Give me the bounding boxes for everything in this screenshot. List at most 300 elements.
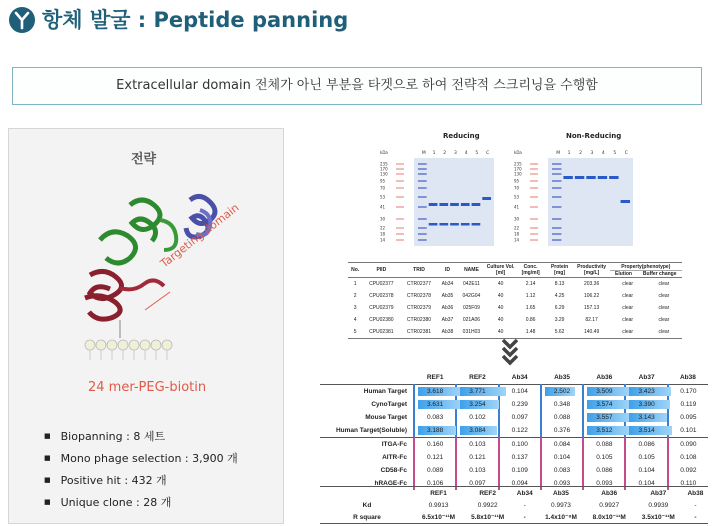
marker-label: 170 bbox=[514, 166, 522, 172]
row-label: R square bbox=[353, 513, 381, 521]
table-cell: Ab38 bbox=[441, 329, 454, 335]
kda-label: kDa bbox=[514, 150, 522, 155]
table-cell: 4 bbox=[353, 317, 357, 323]
lane-label: 3 bbox=[454, 151, 457, 156]
table-cell: CTR02378 bbox=[406, 293, 432, 299]
protein-band bbox=[482, 197, 491, 200]
table-cell bbox=[625, 438, 667, 452]
cell-value: 0.086 bbox=[596, 467, 613, 474]
table-cell bbox=[499, 398, 541, 411]
marker-band bbox=[552, 163, 561, 165]
table-cell bbox=[414, 438, 456, 452]
table-cell bbox=[583, 464, 625, 477]
marker-label: 14 bbox=[514, 237, 520, 243]
table-cell bbox=[668, 411, 708, 424]
table-cell: CPU02377 bbox=[369, 281, 394, 287]
marker-band bbox=[418, 196, 427, 198]
table-cell: 5 bbox=[353, 329, 357, 335]
table-cell: 1.65 bbox=[525, 305, 536, 311]
table-cell: CTR02377 bbox=[406, 281, 432, 287]
lane-label: 5 bbox=[613, 151, 617, 156]
cell-value: 0.105 bbox=[596, 454, 613, 461]
lane-label: 2 bbox=[443, 151, 447, 156]
table-cell: clear bbox=[658, 305, 670, 311]
table-cell: 40 bbox=[497, 317, 504, 323]
protein-band bbox=[429, 203, 438, 206]
cell-value: 0.104 bbox=[638, 480, 655, 487]
table-cell: 5.62 bbox=[554, 329, 565, 335]
peg-biotin-label: 24 mer-PEG-biotin bbox=[88, 380, 207, 395]
table-cell: clear bbox=[622, 281, 634, 287]
cell-value: 0.092 bbox=[680, 467, 697, 474]
table-cell: 40 bbox=[497, 305, 504, 311]
cell-value: 0.100 bbox=[511, 441, 528, 448]
column-header: NAME bbox=[457, 263, 485, 278]
marker-band bbox=[552, 239, 561, 241]
table-cell: 82.17 bbox=[585, 317, 598, 323]
lane-label: 2 bbox=[579, 151, 582, 156]
cell-value: 0.086 bbox=[638, 441, 655, 448]
production-table bbox=[348, 262, 682, 339]
table-cell: Ab34 bbox=[441, 281, 454, 287]
column-header: TRID bbox=[400, 263, 437, 278]
marker-label: 18 bbox=[514, 231, 520, 237]
table-cell: 4.25 bbox=[554, 293, 565, 299]
cell-value: 0.121 bbox=[427, 454, 444, 461]
row-label: Mouse Target bbox=[365, 414, 407, 421]
table-cell bbox=[541, 398, 583, 411]
protein-band bbox=[472, 223, 481, 226]
marker-band bbox=[418, 180, 427, 182]
column-header: No. bbox=[348, 263, 362, 278]
table-cell: 203.36 bbox=[583, 281, 600, 287]
marker-band bbox=[552, 173, 561, 175]
cell-value: 0.103 bbox=[469, 467, 486, 474]
column-header: Ab34 bbox=[499, 371, 541, 385]
cell-value: 0.376 bbox=[553, 427, 571, 434]
marker-band bbox=[418, 187, 427, 189]
column-header: PIID bbox=[362, 263, 400, 278]
marker-band bbox=[418, 218, 427, 220]
table-cell: 157.13 bbox=[583, 305, 600, 311]
table-cell: 1 bbox=[353, 281, 357, 287]
table-cell: CPU02378 bbox=[369, 293, 394, 299]
down-arrow-icon bbox=[502, 338, 518, 368]
row-label: hRAGE-Fc bbox=[374, 480, 407, 487]
cell-value: 0.109 bbox=[511, 467, 528, 474]
banner-text: Extracellular domain 전체가 아닌 부분을 타겟으로 하여 전략적 스크리닝을 수행함 bbox=[116, 78, 598, 93]
table-cell bbox=[414, 451, 456, 464]
table-cell bbox=[541, 385, 583, 399]
table-cell bbox=[668, 424, 708, 438]
table-cell: 8.0x10⁻¹¹M bbox=[592, 514, 626, 521]
gel-background bbox=[548, 158, 633, 246]
table-cell: 40 bbox=[497, 329, 504, 335]
table-row bbox=[320, 411, 708, 424]
table-cell: CPU02379 bbox=[369, 305, 394, 311]
cell-value: 0.093 bbox=[596, 480, 613, 487]
table-cell bbox=[541, 464, 583, 477]
list-item: ■ Unique clone : 28 개 bbox=[44, 492, 238, 514]
column-header: Conc. [mg/ml] bbox=[516, 263, 546, 278]
cell-value: 0.108 bbox=[680, 454, 697, 461]
table-row bbox=[348, 302, 682, 314]
table-cell bbox=[499, 424, 541, 438]
cell-value: 3.509 bbox=[596, 388, 613, 395]
table-row bbox=[320, 398, 708, 411]
table-cell: 6.29 bbox=[554, 305, 565, 311]
table-cell bbox=[456, 398, 498, 411]
table-cell: - bbox=[523, 501, 526, 509]
table-cell bbox=[583, 451, 625, 464]
table-cell: 140.49 bbox=[583, 329, 600, 335]
table-cell: clear bbox=[658, 329, 670, 335]
marker-band bbox=[418, 173, 427, 175]
marker-label: 53 bbox=[514, 194, 520, 200]
protein-band bbox=[461, 203, 470, 206]
table-cell: 2.14 bbox=[525, 281, 536, 287]
column-header: REF2 bbox=[456, 371, 498, 385]
marker-band bbox=[418, 239, 427, 241]
table-cell: 8.13 bbox=[554, 281, 565, 287]
table-cell: Ab36 bbox=[441, 305, 454, 311]
protein-band bbox=[450, 203, 459, 206]
binding-elisa-table bbox=[320, 371, 708, 490]
table-cell bbox=[583, 398, 625, 411]
table-cell bbox=[499, 385, 541, 399]
marker-label: 18 bbox=[380, 231, 386, 237]
table-cell bbox=[625, 451, 667, 464]
cell-value: 0.104 bbox=[638, 467, 655, 474]
marker-label: 95 bbox=[380, 178, 386, 184]
table-cell: Ab35 bbox=[441, 293, 454, 299]
table-cell: 0.9913 bbox=[428, 501, 449, 509]
table-cell: 3 bbox=[353, 305, 357, 311]
cell-value: 0.097 bbox=[511, 414, 528, 421]
marker-band bbox=[552, 227, 561, 229]
cell-value: 0.088 bbox=[596, 441, 613, 448]
column-header: Property(phenotype) bbox=[610, 264, 682, 271]
table-cell: 0.9922 bbox=[477, 501, 498, 509]
row-label: Kd bbox=[362, 501, 372, 509]
protein-band bbox=[439, 223, 448, 226]
column-header: Ab38 bbox=[687, 489, 704, 497]
protein-band bbox=[609, 176, 618, 179]
lane-label: 4 bbox=[464, 151, 468, 156]
production-table-body bbox=[348, 278, 682, 339]
cell-value: 3.143 bbox=[638, 414, 655, 421]
table-row bbox=[320, 511, 708, 524]
table-cell bbox=[625, 411, 667, 424]
marker-band bbox=[552, 187, 561, 189]
cell-value: 3.771 bbox=[469, 388, 486, 395]
strategy-title: 전략 bbox=[131, 152, 157, 167]
cell-value: 0.105 bbox=[638, 454, 655, 461]
protein-band bbox=[598, 176, 607, 179]
column-header: Ab36 bbox=[601, 489, 618, 497]
column-header: Ab35 bbox=[541, 371, 583, 385]
table-cell: 042E11 bbox=[463, 281, 480, 287]
cell-value: 3.188 bbox=[427, 427, 444, 434]
table-cell: clear bbox=[658, 281, 670, 287]
table-cell bbox=[414, 385, 456, 399]
column-header: REF1 bbox=[414, 371, 456, 385]
marker-label: 170 bbox=[380, 166, 388, 172]
table-cell: 0.9973 bbox=[551, 501, 571, 509]
cell-value: 3.254 bbox=[469, 401, 486, 408]
reducing-gel-title: Reducing bbox=[443, 132, 480, 140]
table-cell bbox=[414, 411, 456, 424]
marker-band bbox=[418, 163, 427, 165]
table-cell bbox=[625, 398, 667, 411]
marker-band bbox=[552, 233, 561, 235]
table-row bbox=[320, 499, 708, 511]
marker-label: 95 bbox=[514, 178, 520, 184]
marker-band bbox=[418, 206, 427, 208]
table-cell bbox=[583, 424, 625, 438]
list-item: ■ Mono phage selection : 3,900 개 bbox=[44, 448, 238, 470]
table-cell bbox=[456, 424, 498, 438]
cell-value: 0.119 bbox=[680, 401, 697, 408]
table-cell: clear bbox=[622, 317, 634, 323]
table-cell bbox=[668, 385, 708, 399]
marker-label: 235 bbox=[380, 161, 388, 167]
table-cell bbox=[541, 438, 583, 452]
table-cell bbox=[414, 424, 456, 438]
cell-value: 3.390 bbox=[638, 401, 655, 408]
protein-band bbox=[450, 223, 459, 226]
column-header: Productivity [mg/L] bbox=[574, 263, 610, 278]
cell-value: 0.090 bbox=[680, 441, 697, 448]
table-cell bbox=[625, 385, 667, 399]
cell-value: 0.121 bbox=[469, 454, 486, 461]
table-cell: 40 bbox=[497, 281, 504, 287]
table-cell: - bbox=[694, 501, 697, 509]
table-cell: - bbox=[523, 513, 526, 521]
table-cell bbox=[668, 464, 708, 477]
marker-band bbox=[552, 180, 561, 182]
protein-band bbox=[563, 176, 572, 179]
marker-band bbox=[418, 227, 427, 229]
table-cell: 40 bbox=[497, 293, 504, 299]
lane-label: C bbox=[624, 151, 628, 156]
cell-value: 2.502 bbox=[553, 388, 571, 395]
table-cell bbox=[668, 438, 708, 452]
table-cell bbox=[668, 398, 708, 411]
cell-value: 0.083 bbox=[553, 467, 571, 474]
table-cell: 0.9939 bbox=[648, 501, 669, 509]
table-cell: 031H03 bbox=[462, 329, 481, 335]
table-cell bbox=[625, 424, 667, 438]
table-row bbox=[320, 438, 708, 452]
table-cell: 025F09 bbox=[462, 305, 480, 311]
cell-value: 3.084 bbox=[469, 427, 486, 434]
cell-value: 0.106 bbox=[427, 480, 444, 487]
table-cell bbox=[456, 411, 498, 424]
table-cell: clear bbox=[658, 317, 670, 323]
table-cell bbox=[583, 385, 625, 399]
protein-band bbox=[439, 203, 448, 206]
cell-value: 0.089 bbox=[427, 467, 444, 474]
cell-value: 3.574 bbox=[596, 401, 613, 408]
table-cell bbox=[583, 438, 625, 452]
column-header: Ab37 bbox=[650, 489, 667, 497]
table-cell bbox=[414, 464, 456, 477]
table-cell: 2 bbox=[353, 293, 357, 299]
cell-value: 0.083 bbox=[427, 414, 444, 421]
row-label: CynoTarget bbox=[371, 401, 407, 408]
list-item: ■ Positive hit : 432 개 bbox=[44, 470, 238, 492]
column-header: Ab37 bbox=[625, 371, 667, 385]
table-cell: - bbox=[694, 513, 697, 521]
table-row bbox=[348, 278, 682, 291]
table-cell bbox=[499, 451, 541, 464]
kda-label: kDa bbox=[380, 150, 388, 155]
marker-label: 22 bbox=[514, 225, 520, 231]
column-header: Protein [mg] bbox=[546, 263, 574, 278]
table-cell: CPU02381 bbox=[369, 329, 394, 335]
row-label: Human Target bbox=[363, 388, 407, 395]
marker-label: 30 bbox=[514, 216, 520, 222]
marker-band bbox=[418, 168, 427, 170]
protein-band bbox=[461, 223, 470, 226]
lane-label: 4 bbox=[601, 151, 605, 156]
table-row bbox=[348, 326, 682, 339]
protein-band bbox=[575, 176, 584, 179]
table-cell bbox=[541, 424, 583, 438]
kd-table bbox=[320, 486, 708, 524]
table-cell: 106.22 bbox=[583, 293, 600, 299]
table-cell: Ab37 bbox=[441, 317, 454, 323]
cell-value: 0.103 bbox=[469, 441, 486, 448]
lane-label: M bbox=[556, 151, 561, 156]
table-cell bbox=[499, 438, 541, 452]
marker-label: 130 bbox=[514, 171, 522, 177]
marker-label: 70 bbox=[514, 185, 520, 191]
cell-value: 3.512 bbox=[596, 427, 613, 434]
table-cell: clear bbox=[658, 293, 670, 299]
table-cell: 3.5x10⁻¹¹M bbox=[641, 514, 675, 521]
table-cell: 5.8x10⁻¹¹M bbox=[471, 514, 505, 521]
table-cell bbox=[499, 411, 541, 424]
table-row bbox=[348, 290, 682, 302]
table-cell bbox=[625, 464, 667, 477]
cell-value: 0.160 bbox=[427, 441, 444, 448]
cell-value: 0.170 bbox=[680, 388, 697, 395]
cell-value: 3.423 bbox=[638, 388, 655, 395]
table-cell bbox=[583, 411, 625, 424]
column-header: REF2 bbox=[479, 489, 496, 497]
protein-band bbox=[472, 203, 481, 206]
nonreducing-gel-title: Non-Reducing bbox=[566, 132, 622, 140]
lane-label: 1 bbox=[567, 151, 571, 156]
marker-label: 235 bbox=[514, 161, 522, 167]
cell-value: 0.348 bbox=[553, 401, 571, 408]
column-subheader: Buffer change bbox=[642, 270, 677, 277]
marker-label: 53 bbox=[380, 194, 386, 200]
marker-band bbox=[418, 233, 427, 235]
cell-value: 0.094 bbox=[511, 480, 528, 487]
cell-value: 0.088 bbox=[553, 414, 571, 421]
table-row bbox=[320, 451, 708, 464]
table-cell bbox=[456, 438, 498, 452]
cell-value: 3.631 bbox=[427, 401, 444, 408]
row-label: ITGA-Fc bbox=[320, 438, 414, 452]
column-header: Ab35 bbox=[553, 489, 569, 497]
table-row bbox=[320, 464, 708, 477]
row-label: AITR-Fc bbox=[382, 454, 407, 461]
table-cell: CTR02379 bbox=[406, 305, 432, 311]
lane-label: 1 bbox=[432, 151, 436, 156]
cell-value: 0.104 bbox=[553, 454, 571, 461]
targeting-domain-label: Targeting domain bbox=[158, 201, 242, 271]
table-cell: CTR02380 bbox=[406, 317, 432, 323]
table-cell bbox=[414, 398, 456, 411]
cell-value: 0.095 bbox=[680, 414, 697, 421]
table-cell: 042G04 bbox=[462, 293, 481, 299]
protein-band bbox=[621, 200, 630, 203]
column-header: Culture Vol. [ml] bbox=[486, 264, 515, 276]
binding-table-body bbox=[320, 385, 708, 491]
table-cell: 0.9927 bbox=[599, 501, 620, 509]
cell-value: 3.557 bbox=[596, 414, 613, 421]
cell-value: 3.618 bbox=[427, 388, 444, 395]
row-label: Human Target(Soluble) bbox=[335, 427, 407, 434]
table-cell bbox=[668, 451, 708, 464]
table-cell bbox=[541, 451, 583, 464]
table-cell: 1.12 bbox=[525, 293, 536, 299]
marker-label: 41 bbox=[380, 204, 386, 210]
nonreducing-gel-image bbox=[512, 140, 637, 250]
cell-value: 0.239 bbox=[511, 401, 528, 408]
protein-band bbox=[429, 223, 438, 226]
table-row bbox=[320, 424, 708, 438]
lane-label: 3 bbox=[590, 151, 594, 156]
table-cell: clear bbox=[622, 293, 634, 299]
protein-band bbox=[586, 176, 595, 179]
column-header: Ab38 bbox=[668, 371, 708, 385]
marker-band bbox=[552, 196, 561, 198]
antibody-logo-icon bbox=[8, 6, 36, 34]
table-cell bbox=[499, 464, 541, 477]
column-subheader: Elution bbox=[615, 270, 632, 277]
table-cell bbox=[456, 385, 498, 399]
list-item: ■ Biopanning : 8 세트 bbox=[44, 426, 238, 448]
cell-value: 0.102 bbox=[469, 414, 486, 421]
column-header: Ab36 bbox=[583, 371, 625, 385]
cell-value: 0.084 bbox=[553, 441, 571, 448]
column-header: REF1 bbox=[430, 489, 447, 497]
cell-value: 0.101 bbox=[680, 427, 697, 434]
cell-value: 0.137 bbox=[511, 454, 528, 461]
table-cell bbox=[456, 451, 498, 464]
lane-label: M bbox=[421, 151, 426, 156]
lane-label: C bbox=[486, 151, 490, 156]
lane-label: 5 bbox=[475, 151, 479, 156]
screening-summary-list bbox=[44, 426, 238, 514]
summary-banner bbox=[12, 67, 702, 105]
gel-background bbox=[414, 158, 494, 246]
table-cell: 1.4x10⁻⁸M bbox=[545, 514, 577, 521]
table-cell: 6.5x10⁻¹¹M bbox=[422, 514, 456, 521]
marker-label: 70 bbox=[380, 185, 386, 191]
cell-value: 3.514 bbox=[638, 427, 655, 434]
marker-label: 14 bbox=[380, 237, 386, 243]
marker-band bbox=[552, 168, 561, 170]
table-cell bbox=[541, 411, 583, 424]
kd-table-body bbox=[320, 499, 708, 524]
table-cell: 3.29 bbox=[554, 317, 565, 323]
